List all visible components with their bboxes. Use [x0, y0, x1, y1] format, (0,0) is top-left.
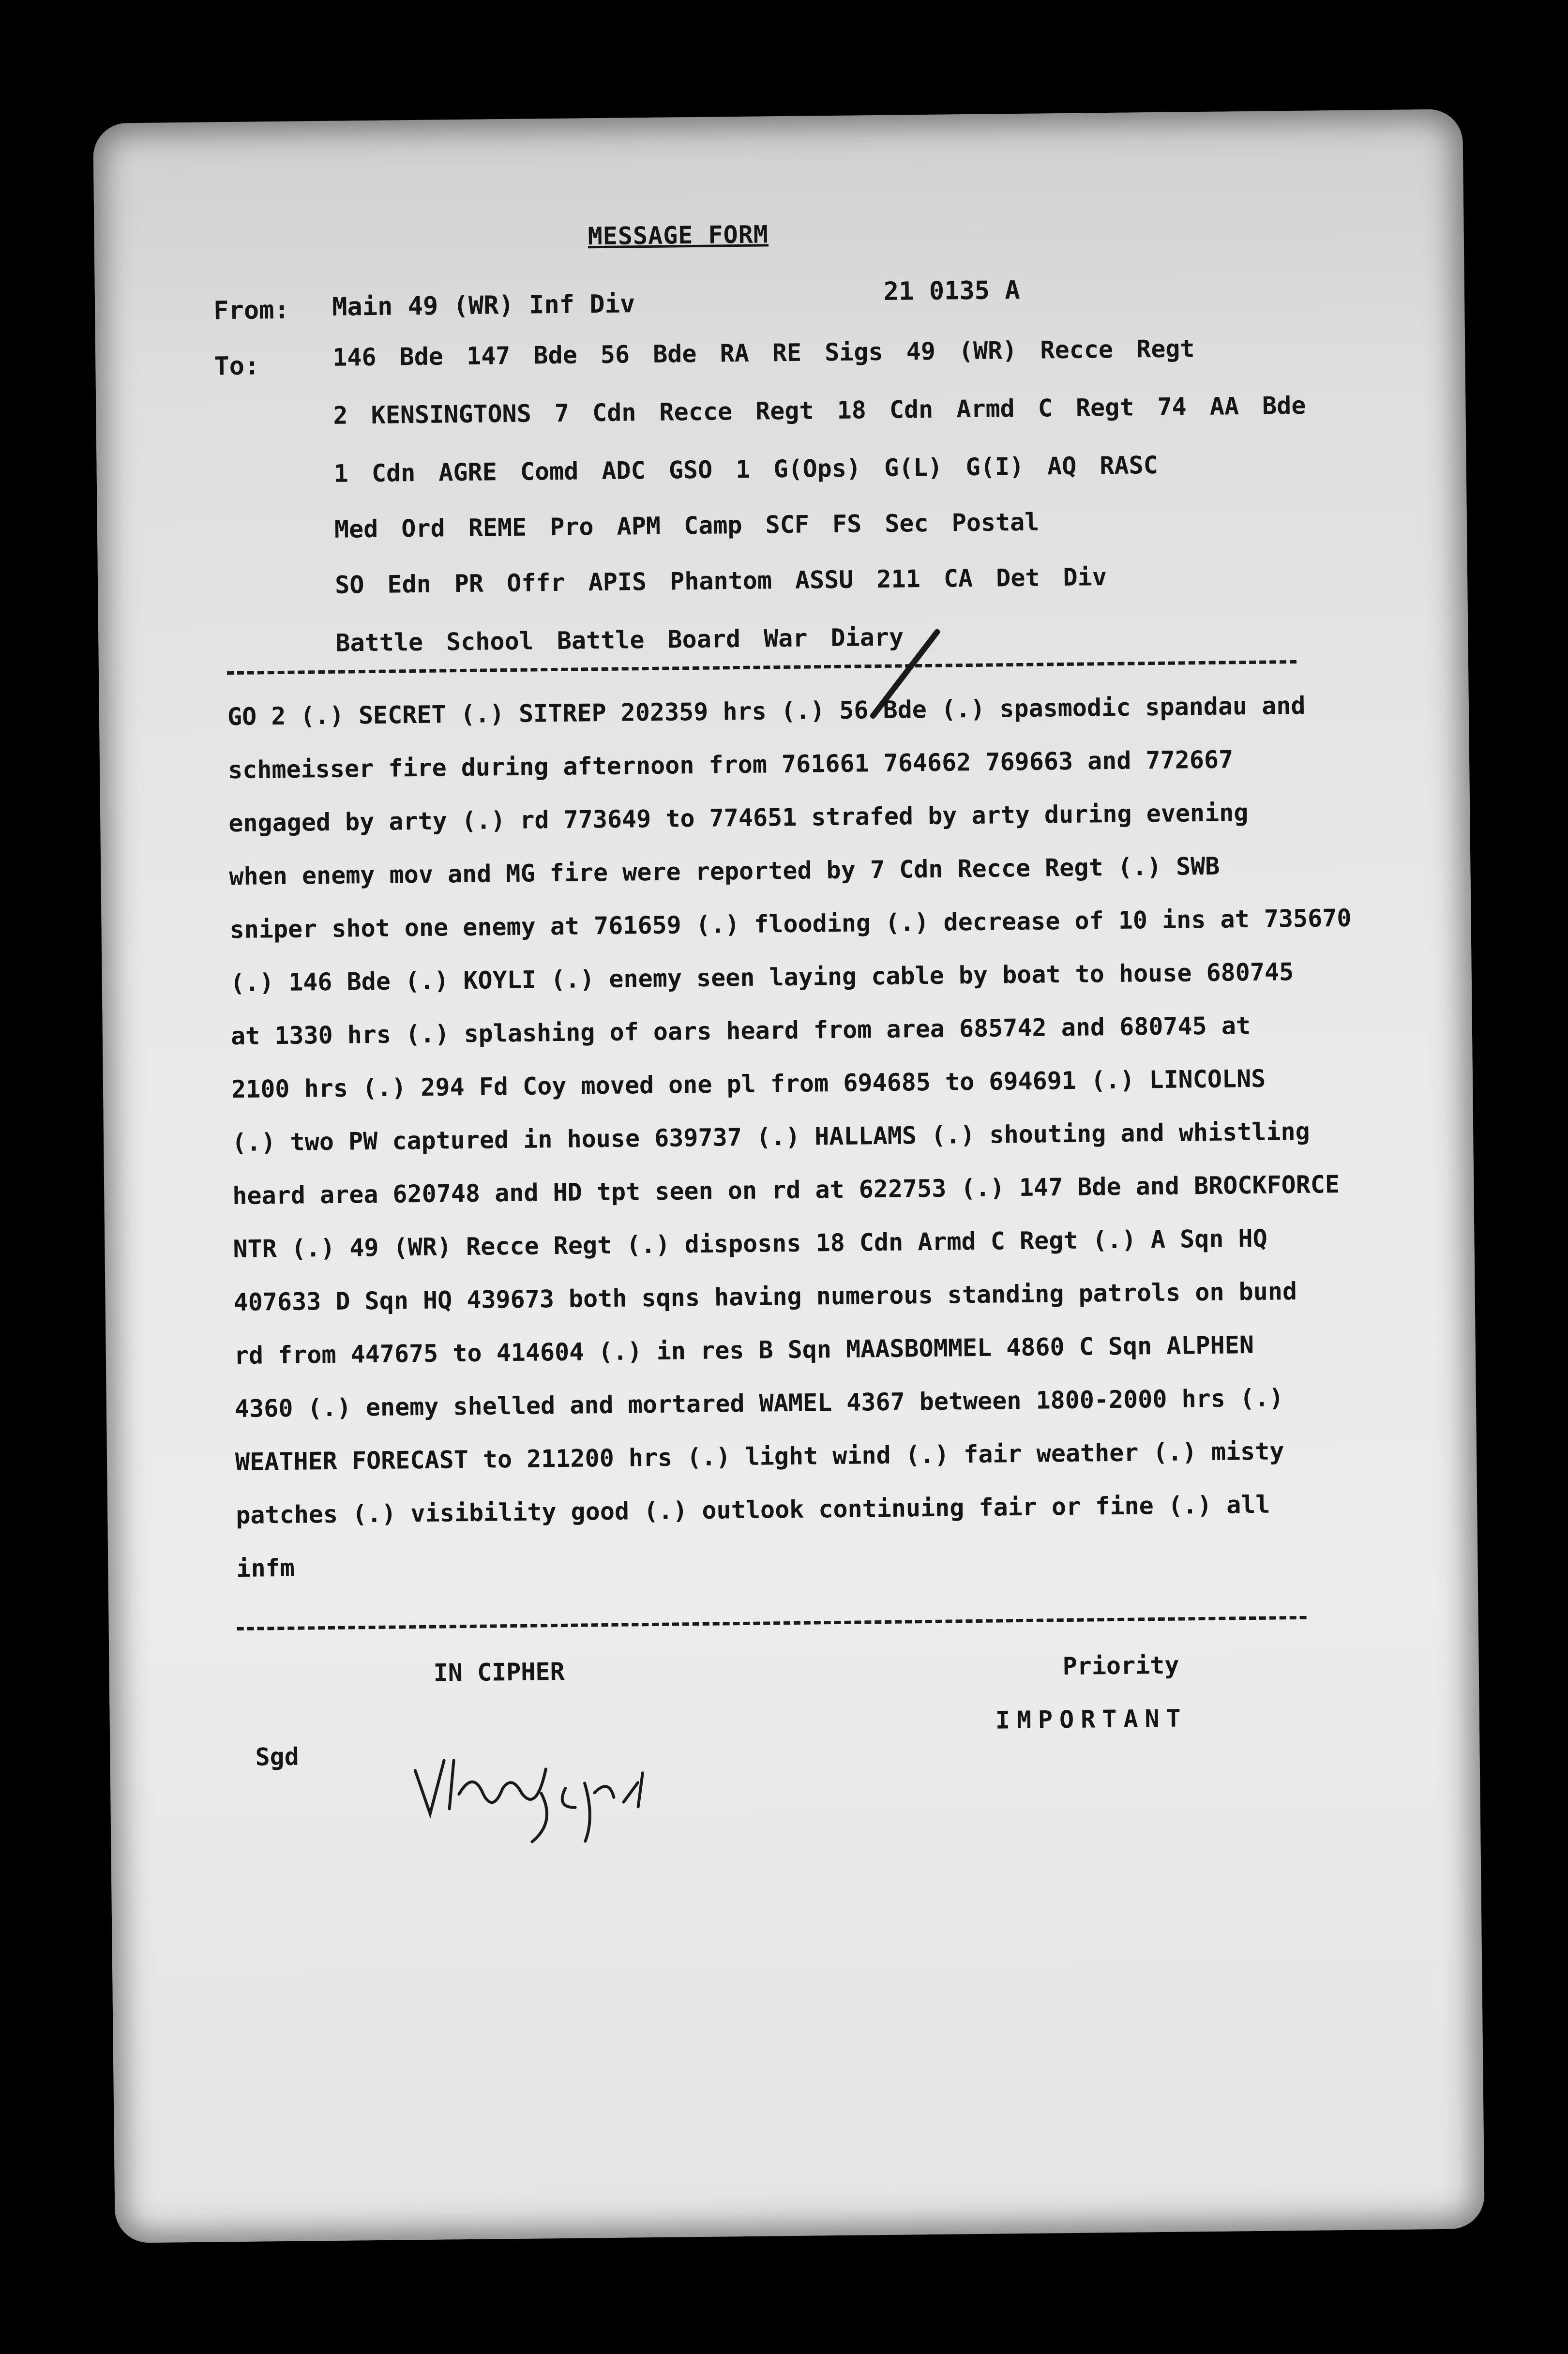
message-line-8: 2100 hrs (.) 294 Fd Coy moved one pl from 694685 to 694691 (.) LINCOLNS [231, 1064, 1266, 1104]
from-value: Main 49 (WR) Inf Div [332, 289, 635, 322]
bottom-divider [237, 1616, 1307, 1630]
message-line-14: 4360 (.) enemy shelled and mortared WAMEL 4367 between 1800-2000 hrs (.) [234, 1384, 1284, 1423]
message-form-sheet [93, 109, 1485, 2243]
message-line-11: NTR (.) 49 (WR) Recce Regt (.) disposns 18 Cdn Armd C Regt (.) A Sqn HQ [233, 1224, 1267, 1264]
signed-label: Sgd [255, 1742, 300, 1771]
handwritten-signature [410, 1739, 672, 1853]
from-label: From: [213, 295, 290, 326]
message-line-10: heard area 620748 and HD tpt seen on rd at 622753 (.) 147 Bde and BROCKFORCE [232, 1170, 1340, 1210]
message-line-1: GO 2 (.) SECRET (.) SITREP 202359 hrs (.) 56 Bde (.) spasmodic spandau and [227, 691, 1306, 731]
message-line-2: schmeisser fire during afternoon from 761661 764662 769663 and 772667 [227, 745, 1234, 785]
top-divider [227, 660, 1297, 675]
message-line-13: rd from 447675 to 414604 (.) in res B Sqn MAASBOMMEL 4860 C Sqn ALPHEN [234, 1330, 1254, 1370]
message-line-4: when enemy mov and MG fire were reported by 7 Cdn Recce Regt (.) SWB [229, 852, 1220, 891]
to-line-4: Med Ord REME Pro APM Camp SCF FS Sec Postal [334, 508, 1040, 543]
to-line-3: 1 Cdn AGRE Comd ADC GSO 1 G(Ops) G(L) G(I) AQ RASC [333, 451, 1159, 488]
message-line-16: patches (.) visibility good (.) outlook continuing fair or fine (.) all [235, 1490, 1270, 1530]
message-line-17: infm [236, 1554, 295, 1583]
message-line-5: sniper shot one enemy at 761659 (.) flooding (.) decrease of 10 ins at 735670 [229, 904, 1352, 944]
message-line-6: (.) 146 Bde (.) KOYLI (.) enemy seen laying cable by boat to house 680745 [230, 958, 1294, 997]
cipher-note: IN CIPHER [433, 1657, 565, 1687]
message-line-9: (.) two PW captured in house 639737 (.) HALLAMS (.) shouting and whistling [231, 1117, 1310, 1157]
priority-value: IMPORTANT [995, 1704, 1188, 1735]
priority-label: Priority [1062, 1651, 1179, 1681]
to-label: To: [214, 351, 260, 381]
message-line-3: engaged by arty (.) rd 773649 to 774651 strafed by arty during evening [228, 799, 1249, 838]
to-line-5: SO Edn PR Offr APIS Phantom ASSU 211 CA Det Div [334, 563, 1107, 599]
to-line-1: 146 Bde 147 Bde 56 Bde RA RE Sigs 49 (WR) Recce Regt [332, 334, 1195, 372]
to-line-2: 2 KENSINGTONS 7 Cdn Recce Regt 18 Cdn Armd C Regt 74 AA Bde [333, 391, 1306, 430]
message-line-12: 407633 D Sqn HQ 439673 both sqns having numerous standing patrols on bund [233, 1277, 1297, 1317]
message-line-7: at 1330 hrs (.) splashing of oars heard from area 685742 and 680745 at [230, 1011, 1251, 1051]
to-line-6: Battle School Battle Board War Diary [335, 623, 904, 657]
message-line-15: WEATHER FORECAST to 211200 hrs (.) light wind (.) fair weather (.) misty [235, 1437, 1284, 1477]
date-time-group: 21 0135 A [883, 275, 1020, 306]
form-title: MESSAGE FORM [588, 220, 769, 251]
